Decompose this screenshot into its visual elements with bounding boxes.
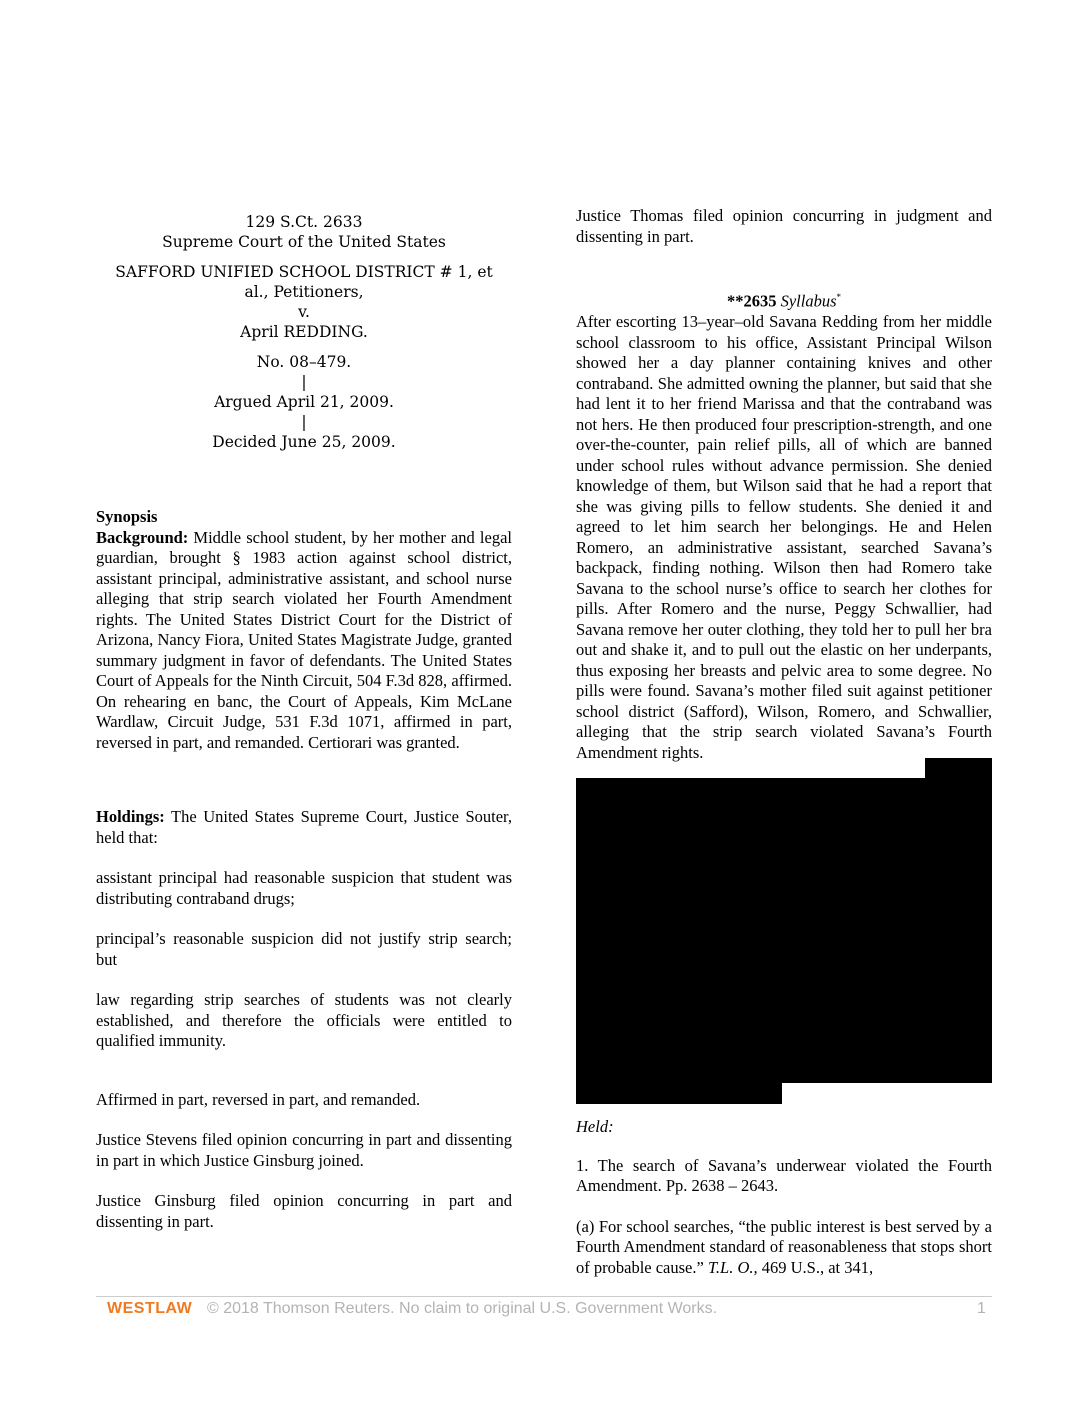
page-footer bbox=[0, 1296, 1088, 1336]
westlaw-logo: WESTLAW bbox=[107, 1300, 193, 1317]
held-label: Held: bbox=[576, 1117, 614, 1136]
petitioner-line1: SAFFORD UNIFIED SCHOOL DISTRICT # 1, et bbox=[115, 263, 493, 281]
petitioner-line2: al., Petitioners, bbox=[244, 283, 364, 301]
holdings-label: Holdings: bbox=[96, 807, 165, 826]
syllabus-title: Syllabus bbox=[780, 291, 837, 311]
footnote-mark[interactable]: * bbox=[836, 292, 842, 302]
redaction-block bbox=[576, 778, 992, 1083]
redaction-block bbox=[576, 1082, 782, 1104]
respondent: April REDDING. bbox=[240, 323, 368, 341]
argued-date: Argued April 21, 2009. bbox=[214, 393, 394, 411]
syllabus-text: After escorting 13–year–old Savana Redding from her middle school classroom to his office, Assistant Principal Wilson showed her a day planner containing knives and other contraband. She admitted owning the planner, but said that she had lent it to her friend Marissa and that the contraband was not hers. He then produced four prescription-strength, and one over-the-counter, pain relief pills, all of which are banned under school rules without advance permission. She denied knowledge of them, but Wilson said that he had a report that she was giving pills to fellow students. She denied it and agreed to let him search her belongings. He and Helen Romero, an administrative assistant, searched Savana’s backpack, finding nothing. Wilson then had Romero take Savana to the school nurse’s office to search her clothes for pills. After Romero and the nurse, Peggy Schwallier, had Savana remove her outer clothing, they told her to pull her bra out and shake it, and to pull out the elastic on her underpants, thus exposing her breasts and pelvic area to some degree. No pills were found. Savana’s mother filed suit against petitioner school district (Safford), Wilson, Romero, and Schwallier, alleging that the strip search violated Savana’s Fourth Amendment rights. bbox=[576, 312, 992, 762]
background-label: Background: bbox=[96, 527, 189, 547]
synopsis-heading: Synopsis bbox=[96, 507, 158, 526]
left-column bbox=[96, 200, 512, 1232]
background-text: Middle school student, by her mother and legal guardian, brought § 1983 action against school district, assistant principal, administrative assistant, and school nurse alleging that strip search violated her Fourth Amendment rights. The United States District Court for the District of Arizona, Nancy Fiora, United States Magistrate Judge, granted summary judgment in favor of defendants. The United States Court of Appeals for the Ninth Circuit, 504 F.3d 828, affirmed. On rehearing en banc, the Court of Appeals, Kim McLane Wardlaw, Circuit Judge, 531 F.3d 1071, affirmed in part, reversed in part, and remanded. Certiorari was granted. bbox=[96, 527, 512, 752]
decided-date: Decided June 25, 2009. bbox=[212, 433, 396, 451]
court-name: Supreme Court of the United States bbox=[162, 233, 446, 251]
redaction-block bbox=[925, 758, 992, 779]
citation: 129 S.Ct. 2633 bbox=[245, 213, 363, 231]
syllabus-heading bbox=[576, 287, 992, 312]
holdings-intro: Holdings: The United States Supreme Court, Justice Souter, held that: bbox=[96, 807, 512, 847]
footer-rule bbox=[96, 1296, 992, 1297]
docket-number: No. 08–479. bbox=[256, 353, 352, 371]
case-caption bbox=[96, 212, 512, 452]
holding-item: law regarding strip searches of students was not clearly established, and therefore the officials were entitled to qualified immunity. bbox=[96, 990, 512, 1050]
copyright-notice: © 2018 Thomson Reuters. No claim to original U.S. Government Works. bbox=[207, 1300, 718, 1317]
opinion-note: Justice Thomas filed opinion concurring in judgment and dissenting in part. bbox=[576, 206, 992, 246]
holding-item: assistant principal had reasonable suspicion that student was distributing contraband drugs; bbox=[96, 868, 512, 908]
holding-item: principal’s reasonable suspicion did not justify strip search; but bbox=[96, 929, 512, 969]
opinion-note: Justice Stevens filed opinion concurring in part and dissenting in part in which Justice Ginsburg joined. bbox=[96, 1130, 512, 1170]
separator: | bbox=[301, 373, 307, 391]
case-cite[interactable]: T.L. O., bbox=[703, 1257, 758, 1277]
disposition: Affirmed in part, reversed in part, and remanded. bbox=[96, 1089, 421, 1109]
held-point-a: (a) For school searches, “the public interest is best served by a Fourth Amendment standard of reasonableness that stops short of probable cause.” T.L. O., 469 U.S., at 341, bbox=[576, 1216, 992, 1277]
page-number: 1 bbox=[977, 1300, 986, 1317]
versus: v. bbox=[298, 303, 310, 321]
opinion-note: Justice Ginsburg filed opinion concurring in part and dissenting in part. bbox=[96, 1191, 512, 1231]
held-point-1: 1. The search of Savana’s underwear violated the Fourth Amendment. Pp. 2638 – 2643. bbox=[576, 1155, 992, 1195]
right-column bbox=[576, 200, 992, 1278]
page-marker: **2635 bbox=[726, 291, 777, 311]
separator: | bbox=[301, 413, 307, 431]
synopsis-background bbox=[96, 528, 512, 754]
